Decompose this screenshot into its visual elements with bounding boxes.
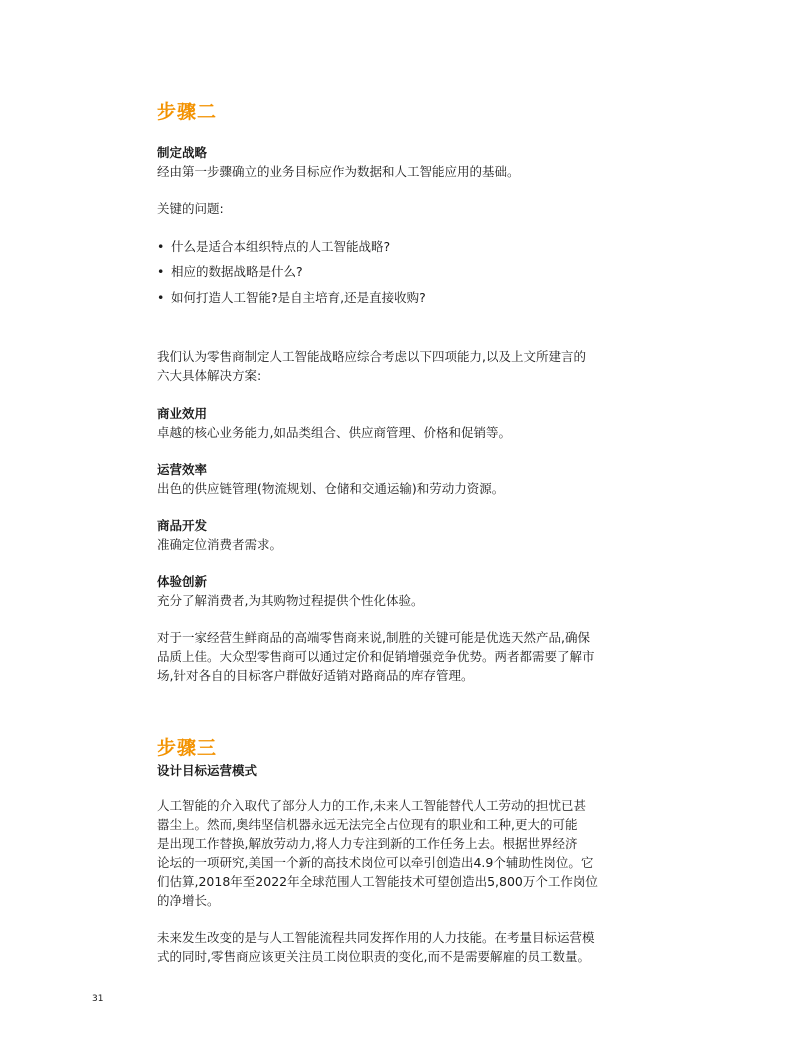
step2-title: 步骤二	[157, 101, 218, 123]
capability-text: 准确定位消费者需求。	[157, 537, 283, 552]
capability-heading: 商品开发	[157, 518, 208, 533]
question-text: 如何打造人工智能?是自主培育,还是直接收购?	[171, 290, 426, 305]
list-item	[157, 289, 426, 307]
capability-text: 出色的供应链管理(物流规划、仓储和交通运输)和劳动力资源。	[157, 481, 505, 496]
para1-line: 是出现工作替换,解放劳动力,将人力专注到新的工作任务上去。根据世界经济	[157, 836, 578, 851]
capabilities-intro-line: 我们认为零售商制定人工智能战略应综合考虑以下四项能力,以及上文所建言的	[157, 349, 586, 364]
list-item	[157, 238, 390, 256]
step3-subtitle: 设计目标运营模式	[157, 763, 258, 778]
step2-subtitle: 制定战略	[157, 145, 208, 160]
bullet-icon: •	[157, 290, 165, 305]
bullet-icon: •	[157, 264, 165, 279]
step2-intro: 经由第一步骤确立的业务目标应作为数据和人工智能应用的基础。	[157, 164, 520, 179]
capability-heading: 体验创新	[157, 574, 208, 589]
closing-line: 对于一家经营生鲜商品的高端零售商来说,制胜的关键可能是优选天然产品,确保	[157, 630, 590, 645]
bullet-icon: •	[157, 239, 165, 254]
para1-line: 的净增长。	[157, 893, 220, 908]
question-text: 相应的数据战略是什么?	[171, 264, 303, 279]
closing-line: 场,针对各自的目标客户群做好适销对路商品的库存管理。	[157, 668, 474, 683]
capability-heading: 运营效率	[157, 462, 208, 477]
closing-line: 品质上佳。大众型零售商可以通过定价和促销增强竞争优势。两者都需要了解市	[157, 649, 595, 664]
page-number: 31	[92, 994, 104, 1004]
capability-text: 卓越的核心业务能力,如品类组合、供应商管理、价格和促销等。	[157, 425, 511, 440]
step3-title: 步骤三	[157, 737, 218, 759]
capabilities-intro-line: 六大具体解决方案:	[157, 368, 262, 383]
capability-heading: 商业效用	[157, 406, 208, 421]
para2-line: 未来发生改变的是与人工智能流程共同发挥作用的人力技能。在考量目标运营模	[157, 930, 595, 945]
list-item	[157, 263, 303, 281]
para1-line: 们估算,2018年至2022年全球范围人工智能技术可望创造出5,800万个工作岗位	[157, 874, 598, 889]
question-text: 什么是适合本组织特点的人工智能战略?	[171, 239, 391, 254]
questions-label: 关键的问题:	[157, 201, 224, 216]
capability-text: 充分了解消费者,为其购物过程提供个性化体验。	[157, 593, 424, 608]
para1-line: 嚣尘上。然而,奥纬坚信机器永远无法完全占位现有的职业和工种,更大的可能	[157, 817, 578, 832]
para1-line: 人工智能的介入取代了部分人力的工作,未来人工智能替代人工劳动的担忧已甚	[157, 798, 586, 813]
para1-line: 论坛的一项研究,美国一个新的高技术岗位可以牵引创造出4.9个辅助性岗位。它	[157, 855, 594, 870]
para2-line: 式的同时,零售商应该更关注员工岗位职责的变化,而不是需要解雇的员工数量。	[157, 949, 590, 964]
